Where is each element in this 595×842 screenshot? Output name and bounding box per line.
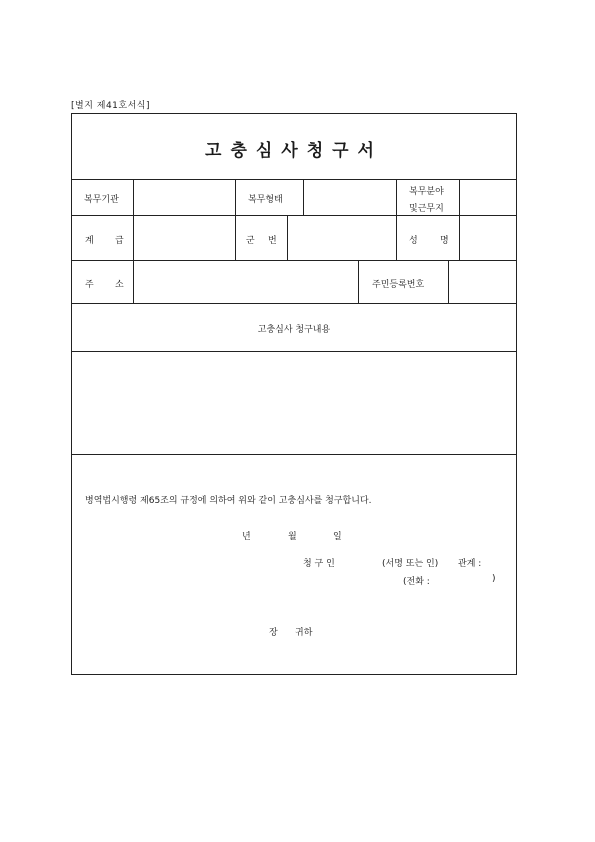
content-header: 고충심사 청구내용 <box>257 325 331 335</box>
address-label-char1: 주 <box>85 280 94 290</box>
resident-no-field[interactable] <box>449 261 515 302</box>
service-org-field[interactable] <box>134 180 234 214</box>
date-year-label: 년 <box>242 532 251 542</box>
claimant-label: 청 구 인 <box>303 559 335 569</box>
name-label-char1: 성 <box>409 236 418 246</box>
claim-content-field[interactable] <box>73 352 516 453</box>
military-no-label-char2: 번 <box>268 236 277 246</box>
date-day-label: 일 <box>333 532 342 542</box>
signature-label: (서명 또는 인) <box>382 559 439 569</box>
relation-label: 관계 : <box>458 559 482 569</box>
addressee-gwiha: 귀하 <box>295 628 313 638</box>
divider <box>72 303 516 304</box>
cell-divider <box>358 260 359 303</box>
military-no-field[interactable] <box>288 216 395 259</box>
addressee-jang: 장 <box>269 628 278 638</box>
phone-label: (전화 : <box>403 577 430 587</box>
resident-no-label: 주민등록번호 <box>372 280 425 290</box>
cell-divider <box>396 215 397 260</box>
rank-label-char2: 급 <box>115 236 124 246</box>
address-field[interactable] <box>134 261 357 302</box>
service-field-label-line2: 및근무지 <box>409 204 444 214</box>
divider <box>72 454 516 455</box>
cell-divider <box>235 215 236 260</box>
phone-close: ) <box>492 574 496 584</box>
legal-statement: 병역법시행령 제65조의 규정에 의하여 위와 같이 고충심사를 청구합니다. <box>85 496 372 506</box>
name-label-char2: 명 <box>440 236 449 246</box>
service-org-label: 복무기관 <box>84 195 119 205</box>
date-month-label: 월 <box>288 532 297 542</box>
cell-divider <box>396 179 397 215</box>
rank-field[interactable] <box>134 216 234 259</box>
military-no-label-char1: 군 <box>246 236 255 246</box>
service-type-field[interactable] <box>304 180 395 214</box>
grievance-claim-form <box>71 113 517 675</box>
form-title: 고충심사청구서 <box>205 141 383 161</box>
address-label-char2: 소 <box>115 280 124 290</box>
rank-label-char1: 계 <box>85 236 94 246</box>
service-type-label: 복무형태 <box>248 195 283 205</box>
service-field-field[interactable] <box>460 180 515 214</box>
cell-divider <box>235 179 236 215</box>
service-field-label-line1: 복무분야 <box>409 187 444 197</box>
form-number-label: [별지 제41호서식] <box>71 101 150 111</box>
name-field[interactable] <box>460 216 515 259</box>
